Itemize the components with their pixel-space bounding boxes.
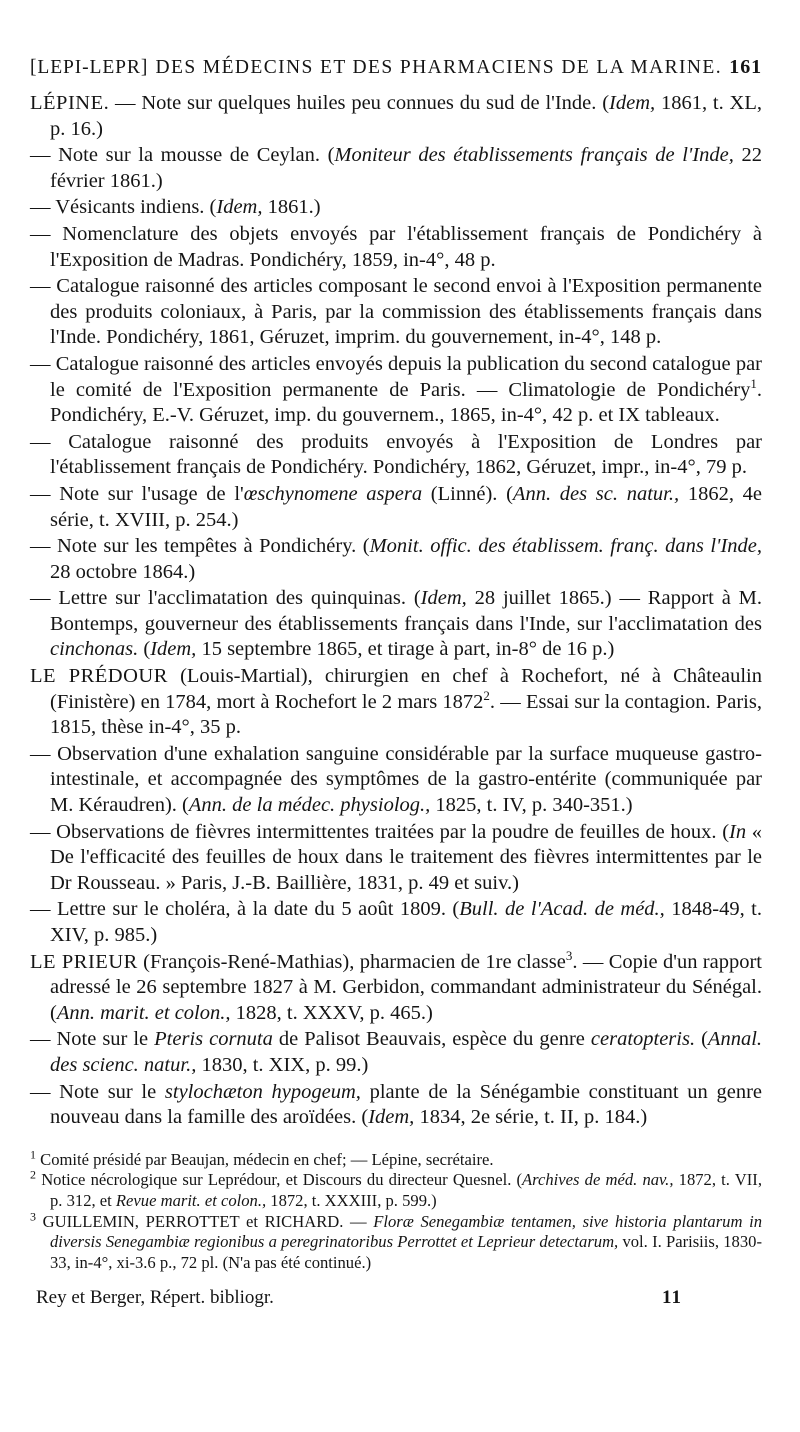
italic-text: Pteris cornuta: [154, 1028, 273, 1051]
bibliography-entry: [30, 274, 762, 351]
entry-text: — Note sur la mousse de Ceylan. (: [30, 144, 335, 167]
footnote: [30, 1147, 762, 1171]
italic-text: cinchonas.: [50, 638, 139, 661]
author-name: LE PRÉDOUR: [30, 665, 168, 688]
entry-text: 1825, t. IV, p. 340-351.): [430, 794, 633, 817]
entry-text: GUILLEMIN, PERROTTET et RICHARD. —: [42, 1211, 374, 1231]
bibliography-entry: [30, 482, 762, 533]
entry-text: — Vésicants indiens. (: [30, 196, 217, 219]
bibliography-entry: [30, 222, 762, 273]
footnote-mark: 3: [30, 1209, 36, 1223]
entry-text: vol. I. Parisiis, 1830-33, in-4°, xi-3.6 p., 72 pl. (N'a pas été continué.): [50, 1232, 762, 1272]
footnote-mark: 2: [30, 1167, 36, 1182]
bibliography-entry: [30, 742, 762, 819]
entry-text: 1861, t. XL, p. 16.): [50, 92, 762, 140]
bibliography-entry: [30, 352, 762, 429]
entry-text: 1848-49, t. XIV, p. 985.): [50, 898, 762, 946]
entry-range: [LEPI-LEPR]: [30, 57, 149, 78]
entry-text: 1830, t. XIX, p. 99.): [196, 1053, 369, 1076]
italic-text: Idem,: [609, 92, 656, 114]
italic-text: ceratopteris.: [590, 1028, 696, 1051]
italic-text: Monit. offic. des établissem. franç. dans l'Inde,: [369, 535, 762, 558]
entry-text: « De l'efficacité des feuilles de houx dans le traitement des fièvres intermittentes par le Dr Rousseau. » Paris, J.-B. Baillière, 1831, p. 49 et suiv.): [50, 820, 763, 894]
running-header: [30, 56, 762, 79]
italic-text: Bull. de l'Acad. de méd.,: [459, 898, 665, 921]
entry-text: (: [695, 1028, 708, 1051]
footnote: [30, 1167, 762, 1211]
entry-text: — Nomenclature des objets envoyés par l'établissement français de Pondichéry à l'Exposition de Madras. Pondichéry, 1859, in-4°, 48 p.: [30, 222, 762, 271]
entry-text: 28 juillet 1865.) — Rapport à M. Bontemps, gouverneur des établissements français dans l'Inde, sur l'acclimatation des: [50, 587, 762, 635]
footnote-ref: 1: [750, 375, 757, 391]
entry-text: — Note sur le: [30, 1028, 155, 1051]
bibliography-entry: [30, 534, 762, 585]
footnotes: [30, 1147, 762, 1274]
page-footer: [30, 1287, 762, 1309]
bibliography-entry: [30, 1080, 762, 1131]
entry-text: 1828, t. XXXV, p. 465.): [230, 1001, 433, 1024]
entry-text: (Louis-Martial), chirurgien en chef à Rochefort, né à Châteaulin (Finistère) en 1784, mort à Rochefort le 2 mars 1872: [50, 665, 762, 713]
bibliography-entry: [30, 143, 762, 194]
entry-text: . Pondichéry, E.-V. Géruzet, imp. du gouvernem., 1865, in-4°, 42 p. et IX tableaux.: [50, 378, 762, 427]
entry-text: Comité présidé par Beaujan, médecin en chef; — Lépine, secrétaire.: [40, 1149, 494, 1169]
signature-mark: Rey et Berger, Répert. bibliogr.: [36, 1287, 274, 1309]
entry-text: . — Copie d'un rapport adressé le 26 septembre 1827 à M. Gerbidon, commandant administrateur du Sénégal. (: [50, 950, 762, 1024]
entry-text: — Observation d'une exhalation sanguine considérable par la surface muqueuse gastro-intestinale, et accompagnée des symptômes de la gastro-entérite (communiquée par M. Kéraudren). (: [30, 742, 762, 817]
italic-text: Idem,: [150, 638, 197, 661]
italic-text: Moniteur des établissements français de l'Inde,: [334, 144, 734, 167]
bibliography-entry: [30, 91, 762, 142]
entry-text: (: [138, 638, 151, 661]
footnote-mark: 1: [30, 1147, 36, 1162]
bibliography-entry: [30, 820, 762, 897]
italic-text: Idem,: [216, 196, 263, 219]
bibliography-entry: [30, 430, 762, 481]
entry-text: — Lettre sur le choléra, à la date du 5 août 1809. (: [30, 898, 460, 921]
italic-text: Floræ Senegambiæ tentamen, sive historia plantarum in diversis Senegambiæ regionibus a peregrinatoribus Perrottet et Leprieur detectarum,: [50, 1211, 762, 1252]
italic-text: Ann. des sc. natur.,: [512, 482, 680, 505]
entry-text: (Linné). (: [422, 482, 513, 505]
page-number: 161: [729, 56, 762, 78]
italic-text: stylochæton hypogeum,: [164, 1080, 361, 1103]
entry-text: 22 février 1861.): [50, 144, 762, 192]
entry-text: — Note sur les tempêtes à Pondichéry. (: [30, 535, 370, 558]
bibliography-entry: [30, 897, 762, 948]
entry-text: Notice nécrologique sur Leprédour, et Discours du directeur Quesnel. (: [41, 1170, 523, 1190]
bibliography-entry: [30, 586, 762, 663]
entry-text: 1861.): [262, 196, 321, 219]
entry-text: plante de la Sénégambie constituant un genre nouveau dans la famille des aroïdées. (: [50, 1080, 762, 1129]
bibliography-entry: [30, 1027, 762, 1078]
author-name: LÉPINE.: [30, 92, 110, 114]
italic-text: Ann. de la médec. physiolog.,: [188, 794, 431, 817]
footnote-ref: 2: [483, 687, 490, 703]
entry-text: — Observations de fièvres intermittentes traitées par la poudre de feuilles de houx. (: [30, 820, 730, 843]
italic-text: Idem,: [368, 1106, 415, 1129]
sheet-number: 11: [662, 1287, 682, 1309]
entry-text: — Lettre sur l'acclimatation des quinquinas. (: [30, 587, 421, 610]
italic-text: Idem,: [420, 587, 467, 610]
entry-text: — Catalogue raisonné des produits envoyés à l'Exposition de Londres par l'établissement français de Pondichéry. Pondichéry, 1862, Géruzet, impr., in-4°, 79 p.: [30, 430, 762, 479]
entry-text: — Note sur l'usage de l': [30, 482, 244, 505]
bibliography-entry: [30, 195, 762, 221]
italic-text: In: [729, 820, 747, 843]
entry-text: 1872, t. VII, p. 312, et: [50, 1170, 762, 1210]
entry-text: 15 septembre 1865, et tirage à part, in-8° de 16 p.): [196, 638, 615, 661]
entry-text: — Note sur le: [30, 1080, 165, 1103]
entry-text: . — Essai sur la contagion. Paris, 1815, thèse in-4°, 35 p.: [50, 690, 762, 739]
bibliography-entry: [30, 664, 762, 741]
italic-text: Ann. marit. et colon.,: [56, 1001, 231, 1024]
italic-text: œschynomene aspera: [243, 482, 423, 505]
italic-text: Revue marit. et colon.,: [115, 1190, 267, 1210]
footnote: [30, 1209, 762, 1274]
bibliography-entries: [30, 91, 762, 1131]
header-title: DES MÉDECINS ET DES PHARMACIENS DE LA MARINE.: [155, 57, 722, 78]
entry-text: de Palisot Beauvais, espèce du genre: [272, 1028, 591, 1051]
bibliography-entry: [30, 947, 762, 1027]
entry-text: (François-René-Mathias), pharmacien de 1re classe: [137, 950, 566, 973]
entry-text: — Catalogue raisonné des articles envoyés depuis la publication du second catalogue par le comité de l'Exposition permanente de Paris. — Climatologie de Pondichéry: [30, 352, 762, 401]
author-name: LE PRIEUR: [30, 950, 138, 973]
entry-text: 1872, t. XXXIII, p. 599.): [266, 1190, 437, 1210]
entry-text: — Note sur quelques huiles peu connues du sud de l'Inde. (: [109, 92, 610, 114]
entry-text: 1862, 4e série, t. XVIII, p. 254.): [50, 482, 762, 531]
italic-text: Archives de méd. nav.,: [522, 1170, 674, 1190]
entry-text: — Catalogue raisonné des articles composant le second envoi à l'Exposition permanente des produits coloniaux, à Paris, par la commission des établissements français dans l'Inde. Pondichéry, 1861, Géruzet, imprim. du gouvernement, in-4°, 148 p.: [30, 275, 762, 349]
footnote-ref: 3: [565, 947, 573, 963]
entry-text: 1834, 2e série, t. II, p. 184.): [414, 1106, 648, 1129]
entry-text: 28 octobre 1864.): [50, 560, 196, 583]
italic-text: Annal. des scienc. natur.,: [50, 1028, 763, 1076]
